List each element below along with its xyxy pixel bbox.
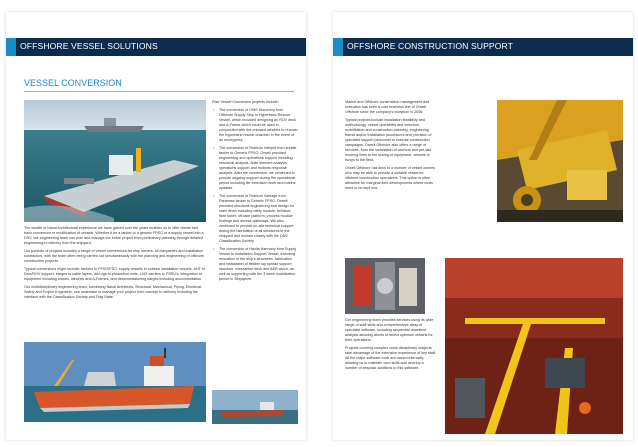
past-projects-list <box>212 108 298 282</box>
list-item <box>212 247 298 282</box>
body-paragraph: Typical projects include installation feasibility and methodology, vessel operability and selection, mobilisation and construction planning, engineering transit and/or installation procedures and provision of specialist support personnel to execute construction campaigns. Orwell Offshore also offers a range of services, from the installation of anchors and pre-laid mooring lines to the towing of equipment, vessels or buoys to the field. <box>345 118 432 162</box>
body-paragraph: Orwell Offshore has links to a number of vessel owners who may be able to provide a suitable vessel for offshore construction operations. This option is often attractive for marginal field developments where costs need to be kept low. <box>345 166 436 190</box>
body-paragraph: Projects covering complex cross disciplinary subjects take advantage of the extensive experience of key staff. All the major software tools are owned internally, allowing us to maintain core skills and develop a number of bespoke additions to this software. <box>345 346 436 370</box>
list-item-place: Singapore. <box>234 277 253 281</box>
list-item: • The conversion of OMS Discovery from Offshore Supply Ship to Hyperbaric Rescue Vessel, which included designing an ROV deck and A-Frame which could be used in conjunction with the onboard winches to recover the hyperbaric rescue chamber in the event of an emergency. <box>212 108 298 143</box>
intro-paragraph: The wealth of Naval Architectural experience we have gained over the years enables us to offer clients fast track conversion or modification of vessels. Whether it be a tanker to a generic FPSO or a supply vessel into a DSV, our engineering team can plan and manage the entire project from preliminary planning through detailed engineering to delivery from the shipyard. <box>24 226 204 245</box>
past-projects-column <box>212 100 298 285</box>
photo-pipework <box>345 258 425 314</box>
list-item-text: The conversion of Havila Harmony from Supply Vessel to Installation Support Vessel, including relocation of the ship's structures, fabrication and installation of flexible lay spread support structure, mezzanine deck and A&R winch, as well as supporting with the 3 week mobilisation period in <box>219 247 297 281</box>
body-paragraph: Our engineering team provides services using its wide range of staff skills and comprehensive array of specialist software, including sequential downtime analysis allowing clients to select optimum vessels for their operations. <box>345 318 434 342</box>
right-page <box>333 12 633 440</box>
construction-support-bottom-text <box>345 318 437 374</box>
photo-vessels-at-sea <box>24 100 206 222</box>
header-accent-tag <box>6 38 16 56</box>
list-item: • The conversion of Rubicon Intrepid from shuttle tanker to Generic FPSO. Orwell provided engineering and operations support including structural analysis, finite element analysis, operations support and motions response analysis. After the conversion, we continued to provide ongoing support during the operational period including life extension work and marine updates. <box>212 146 298 191</box>
construction-support-top-text <box>345 100 437 194</box>
photo-vessel-small <box>212 390 298 424</box>
body-paragraph: Marine and Offshore construction management and execution has been a core business line of Orwell Offshore since the company's inception in 2006. <box>345 100 430 114</box>
intro-paragraph: Our portfolio of projects includes a range of vessel conversions for ship owners, oil companies and installation contractors, with the team often being carried out simultaneously with the planning and engineering of offshore construction projects. <box>24 249 204 263</box>
list-item: • The conversion of Rubicon Vantage from Panamax tanker to Generic FPSO. Orwell provided structural engineering and design for main items including utility module, helideck, flare tower, off-take platform, process module footings and access walkways. We also continued to provide on-site technical support during the fabrication of all structures in the shipyard and worked closely with the DNV Classification Society. <box>212 194 298 244</box>
left-header-bar <box>6 38 306 56</box>
vessel-conversion-intro <box>24 226 206 303</box>
intro-paragraph: Typical conversions might include: tankers to FPSO/FSO, supply vessels to subsea installation vessels, AHT to Dive/ROV support, barges to cable layers, drill rigs to production units, LNG carriers to FSRU's, integration of equipment including cranes, winches and A-Frames, and decommissioning barges including accommodation. <box>24 267 205 281</box>
past-projects-caption: Past Vessel Conversion projects include: <box>212 100 279 104</box>
right-header-bar <box>333 38 633 56</box>
left-page <box>6 12 306 440</box>
right-header-title: OFFSHORE CONSTRUCTION SUPPORT <box>347 41 514 51</box>
section-divider <box>24 91 294 92</box>
photo-orange-supply-vessel <box>24 342 206 422</box>
section-title: VESSEL CONVERSION <box>24 78 122 88</box>
header-accent-tag <box>333 38 343 56</box>
photo-engine-room <box>445 258 623 434</box>
left-header-title: OFFSHORE VESSEL SOLUTIONS <box>20 41 158 51</box>
photo-deck-equipment <box>497 100 623 222</box>
intro-paragraph: Our multidisciplinary engineering team, combining Naval Architects, Structural, Mechanical, Piping, Electrical, Safety and Project Engineers, can undertake to manage your project from concept to delivery including the interface with the Classification Society and Flag State. <box>24 285 202 299</box>
